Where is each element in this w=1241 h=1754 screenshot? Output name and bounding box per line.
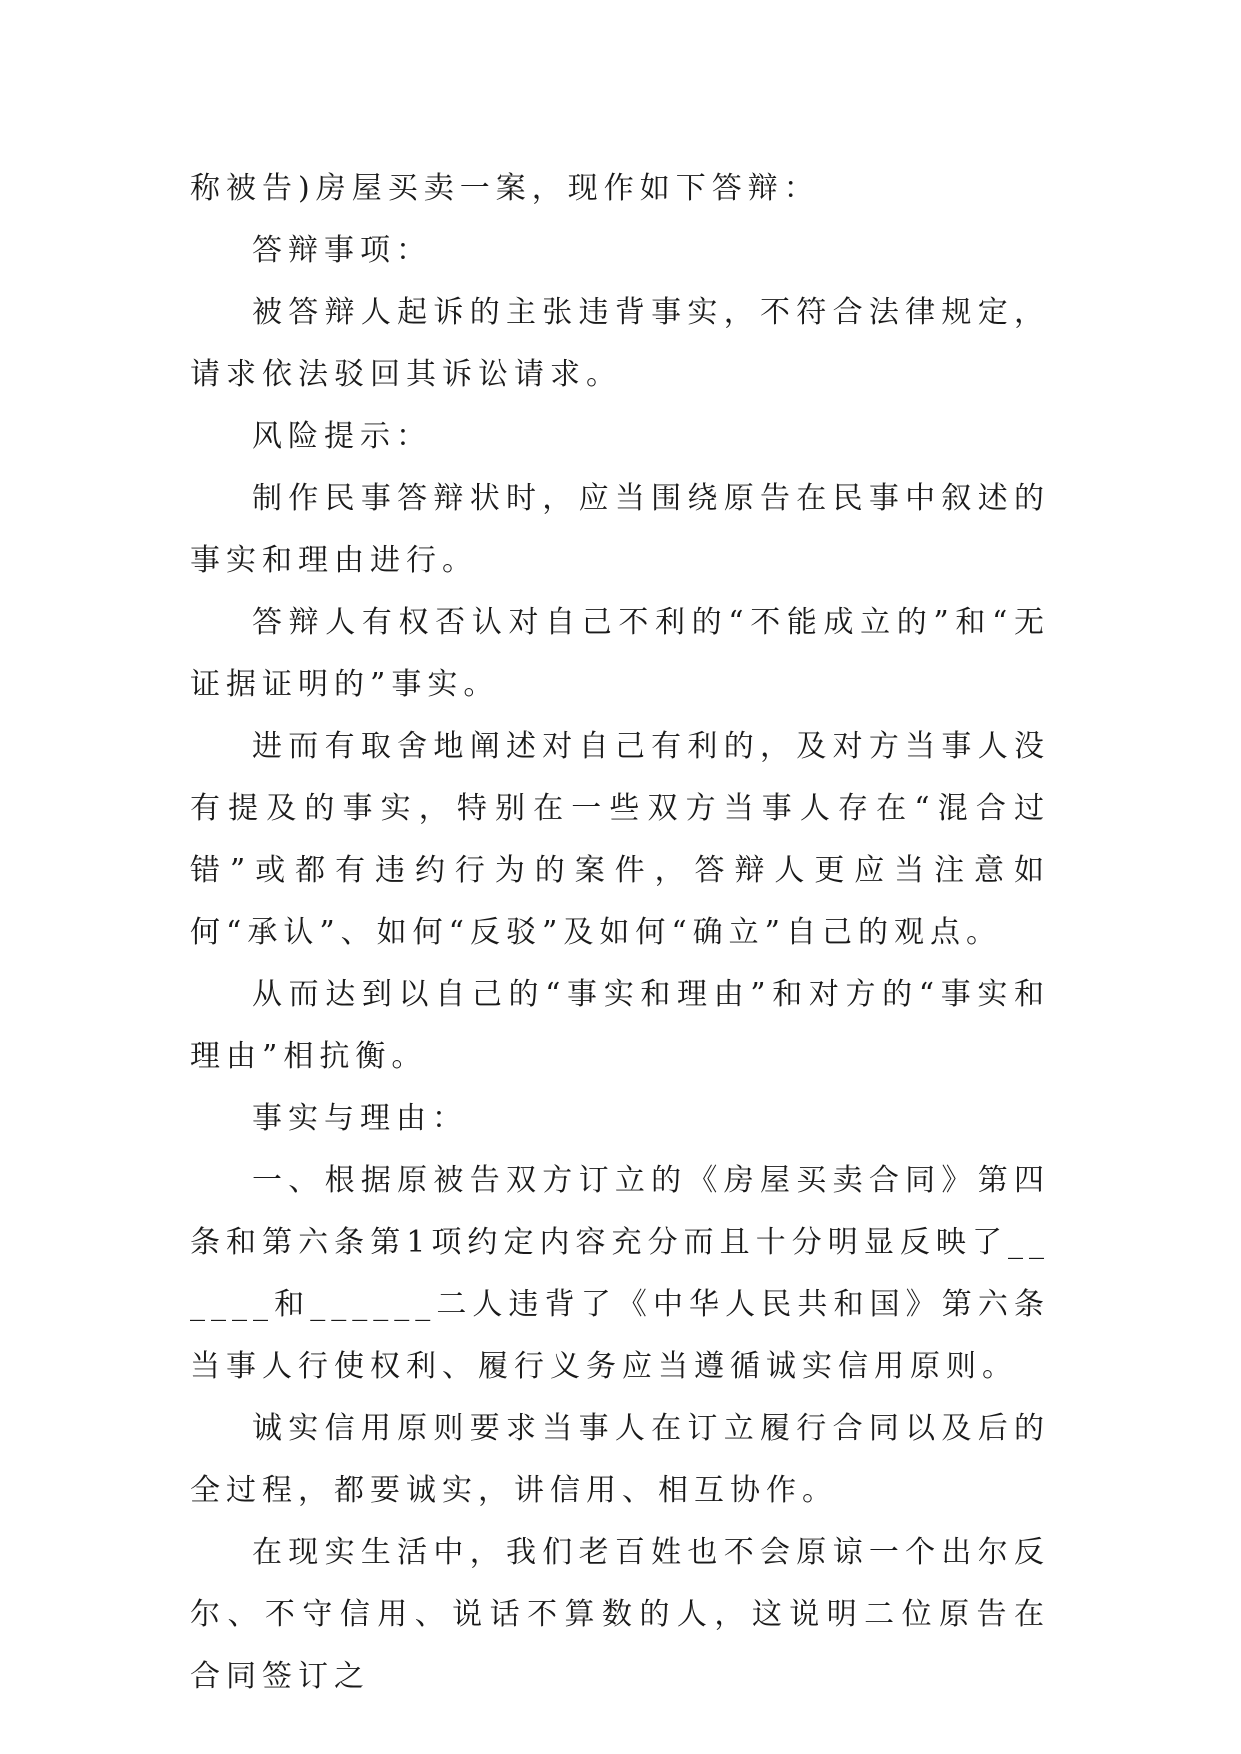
- heading-risk-notice: 风险提示：: [252, 419, 432, 454]
- paragraph-fact-1: 一、根据原被告双方订立的《房屋买卖合同》第四条和第六条第1项约定内容充分而且十分明显反映了______和______二人违背了《中华人民共和国》第六条当事人行使权利、履行义务应当遵循诚实信用原则。: [190, 1163, 1050, 1384]
- document-page: [190, 158, 1050, 1708]
- paragraph-risk-2: 答辩人有权否认对自己不利的“不能成立的”和“无证据证明的”事实。: [190, 605, 1050, 702]
- paragraph-real-life: 在现实生活中，我们老百姓也不会原谅一个出尔反尔、不守信用、说话不算数的人，这说明二位原告在合同签订之: [190, 1535, 1050, 1694]
- heading-defense-items: 答辩事项：: [252, 233, 432, 268]
- heading-facts-reasons: 事实与理由：: [252, 1101, 468, 1136]
- paragraph-risk-3: 进而有取舍地阐述对自己有利的，及对方当事人没有提及的事实，特别在一些双方当事人存在“混合过错”或都有违约行为的案件，答辩人更应当注意如何“承认”、如何“反驳”及如何“确立”自己的观点。: [190, 729, 1050, 950]
- paragraph-good-faith: 诚实信用原则要求当事人在订立履行合同以及后的全过程，都要诚实，讲信用、相互协作。: [190, 1411, 1050, 1508]
- paragraph-1: 称被告)房屋买卖一案，现作如下答辩：: [190, 171, 820, 206]
- paragraph-defense-claim: 被答辩人起诉的主张违背事实，不符合法律规定，请求依法驳回其诉讼请求。: [190, 295, 1050, 392]
- paragraph-risk-4: 从而达到以自己的“事实和理由”和对方的“事实和理由”相抗衡。: [190, 977, 1050, 1074]
- paragraph-risk-1: 制作民事答辩状时，应当围绕原告在民事中叙述的事实和理由进行。: [190, 481, 1050, 578]
